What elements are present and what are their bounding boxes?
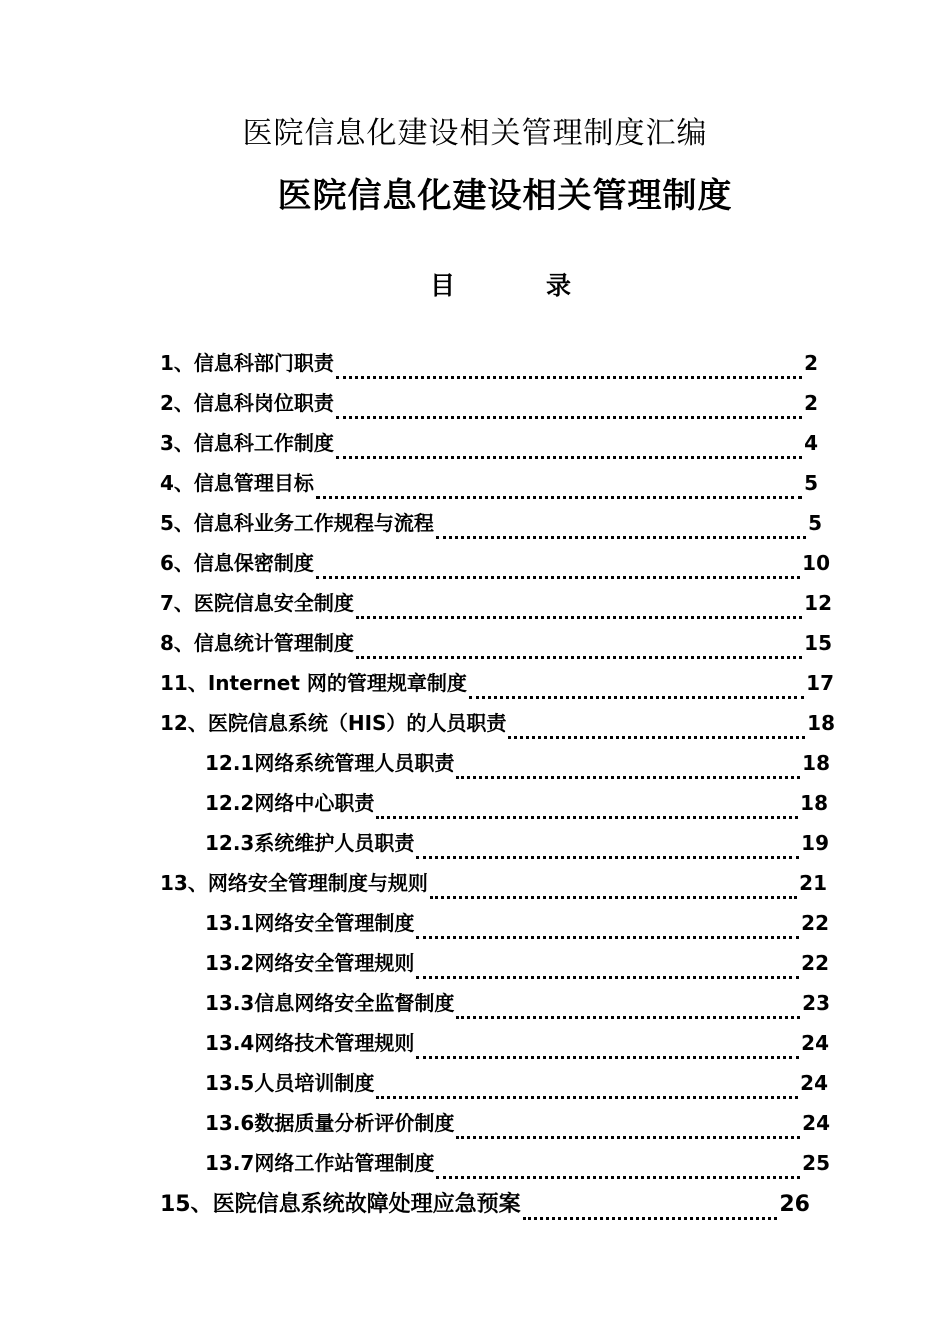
toc-dot-leader (316, 490, 802, 499)
toc-entry[interactable] (0, 347, 818, 387)
toc-entry-page-number: 18 (800, 791, 828, 815)
toc-entry-page-number: 22 (801, 951, 829, 975)
toc-entry-number: 15、 (160, 1192, 213, 1217)
toc-entry-label: 人员培训制度 (254, 1071, 375, 1095)
toc-entry-page-number: 24 (800, 1071, 828, 1095)
toc-entry[interactable] (0, 1067, 828, 1107)
toc-dot-leader (436, 1170, 800, 1179)
toc-entry-label: 网络安全管理规则 (254, 951, 415, 975)
toc-entry[interactable] (0, 987, 830, 1027)
toc-entry-label: 信息科业务工作规程与流程 (193, 511, 434, 535)
toc-entry[interactable] (0, 387, 818, 427)
toc-entry-label: 医院信息系统故障处理应急预案 (212, 1192, 521, 1217)
toc-entry-label: 医院信息系统（HIS）的人员职责 (207, 711, 507, 735)
toc-entry-number: 4、 (160, 471, 194, 495)
toc-entry-label: 信息统计管理制度 (193, 631, 354, 655)
toc-entry-page-number: 18 (807, 711, 835, 735)
toc-entry-number: 13.1 (205, 911, 255, 935)
toc-entry-label: 信息科岗位职责 (193, 391, 334, 415)
page-title: 医院信息化建设相关管理制度 (277, 176, 733, 216)
toc-entry[interactable] (0, 1107, 830, 1147)
toc-entry-number: 12.3 (205, 831, 255, 855)
toc-entry-label: Internet 网的管理规章制度 (207, 671, 467, 695)
toc-entry[interactable] (0, 867, 827, 907)
toc-dot-leader (416, 930, 799, 939)
toc-entry[interactable] (0, 1147, 830, 1187)
toc-heading-char-2: 录 (546, 271, 572, 300)
toc-heading-char-1: 目 (430, 271, 456, 300)
toc-dot-leader (430, 890, 797, 899)
toc-heading (430, 266, 580, 298)
toc-entry-number: 2、 (160, 391, 194, 415)
document-header-title: 医院信息化建设相关管理制度汇编 (242, 116, 708, 151)
toc-entry[interactable] (0, 747, 830, 787)
toc-dot-leader (316, 570, 800, 579)
toc-entry-number: 13.5 (205, 1071, 255, 1095)
toc-entry-page-number: 23 (802, 991, 830, 1015)
toc-entry-number: 12.2 (205, 791, 255, 815)
toc-entry-number: 6、 (160, 551, 194, 575)
toc-dot-leader (456, 770, 800, 779)
toc-entry-page-number: 10 (802, 551, 830, 575)
toc-entry-label: 网络安全管理制度 (254, 911, 415, 935)
toc-entry-page-number: 2 (804, 351, 818, 375)
toc-entry-number: 7、 (160, 591, 194, 615)
toc-entry-number: 12、 (160, 711, 208, 735)
toc-dot-leader (336, 410, 802, 419)
toc-entry[interactable] (0, 907, 829, 947)
toc-entry-label: 网络工作站管理制度 (254, 1151, 435, 1175)
toc-entry-page-number: 24 (801, 1031, 829, 1055)
table-of-contents (0, 347, 950, 1229)
toc-dot-leader (523, 1211, 778, 1220)
toc-entry[interactable] (0, 947, 829, 987)
toc-entry-label: 系统维护人员职责 (254, 831, 415, 855)
toc-entry[interactable] (0, 627, 832, 667)
toc-dot-leader (336, 370, 802, 379)
toc-dot-leader (376, 1090, 798, 1099)
toc-entry-page-number: 22 (801, 911, 829, 935)
toc-entry-number: 13、 (160, 871, 208, 895)
toc-dot-leader (456, 1010, 800, 1019)
toc-entry-label: 信息保密制度 (193, 551, 314, 575)
toc-entry[interactable] (0, 587, 832, 627)
toc-entry-page-number: 25 (802, 1151, 830, 1175)
toc-dot-leader (376, 810, 798, 819)
toc-entry-page-number: 18 (802, 751, 830, 775)
toc-entry-number: 12.1 (205, 751, 255, 775)
toc-entry-label: 信息网络安全监督制度 (254, 991, 455, 1015)
toc-entry[interactable] (0, 467, 818, 507)
toc-entry-page-number: 15 (804, 631, 832, 655)
toc-dot-leader (416, 1050, 799, 1059)
toc-entry[interactable] (0, 427, 818, 467)
toc-entry[interactable] (0, 787, 828, 827)
toc-entry[interactable] (0, 1027, 829, 1067)
toc-entry-page-number: 19 (801, 831, 829, 855)
toc-dot-leader (436, 530, 806, 539)
toc-entry[interactable] (0, 707, 835, 747)
toc-entry-page-number: 5 (804, 471, 818, 495)
toc-entry-label: 网络安全管理制度与规则 (207, 871, 428, 895)
toc-entry-page-number: 17 (806, 671, 834, 695)
toc-entry-page-number: 5 (808, 511, 822, 535)
toc-dot-leader (416, 970, 799, 979)
toc-entry-number: 13.4 (205, 1031, 255, 1055)
toc-entry-label: 网络系统管理人员职责 (254, 751, 455, 775)
toc-entry-number: 13.3 (205, 991, 255, 1015)
toc-entry-page-number: 21 (799, 871, 827, 895)
toc-entry-page-number: 2 (804, 391, 818, 415)
toc-dot-leader (416, 850, 799, 859)
toc-entry-number: 11、 (160, 671, 208, 695)
toc-entry-number: 13.2 (205, 951, 255, 975)
toc-entry-label: 数据质量分析评价制度 (254, 1111, 455, 1135)
toc-entry[interactable] (0, 827, 829, 867)
toc-entry-label: 网络中心职责 (254, 791, 375, 815)
toc-entry-number: 3、 (160, 431, 194, 455)
toc-entry-label: 信息科部门职责 (193, 351, 334, 375)
toc-entry-number: 13.6 (205, 1111, 255, 1135)
toc-entry-page-number: 26 (779, 1192, 810, 1217)
toc-entry[interactable] (0, 1187, 810, 1229)
toc-dot-leader (469, 690, 804, 699)
toc-entry-number: 13.7 (205, 1151, 255, 1175)
toc-entry-label: 信息管理目标 (193, 471, 314, 495)
toc-entry-number: 1、 (160, 351, 194, 375)
toc-entry-page-number: 4 (804, 431, 818, 455)
toc-entry-label: 信息科工作制度 (193, 431, 334, 455)
toc-entry[interactable] (0, 507, 822, 547)
toc-entry-page-number: 12 (804, 591, 832, 615)
toc-dot-leader (356, 650, 802, 659)
toc-dot-leader (336, 450, 802, 459)
toc-dot-leader (456, 1130, 800, 1139)
toc-dot-leader (508, 730, 805, 739)
toc-entry[interactable] (0, 667, 834, 707)
toc-entry-number: 5、 (160, 511, 194, 535)
toc-dot-leader (356, 610, 802, 619)
toc-entry-label: 网络技术管理规则 (254, 1031, 415, 1055)
toc-entry-label: 医院信息安全制度 (193, 591, 354, 615)
toc-entry-number: 8、 (160, 631, 194, 655)
toc-entry[interactable] (0, 547, 830, 587)
toc-entry-page-number: 24 (802, 1111, 830, 1135)
